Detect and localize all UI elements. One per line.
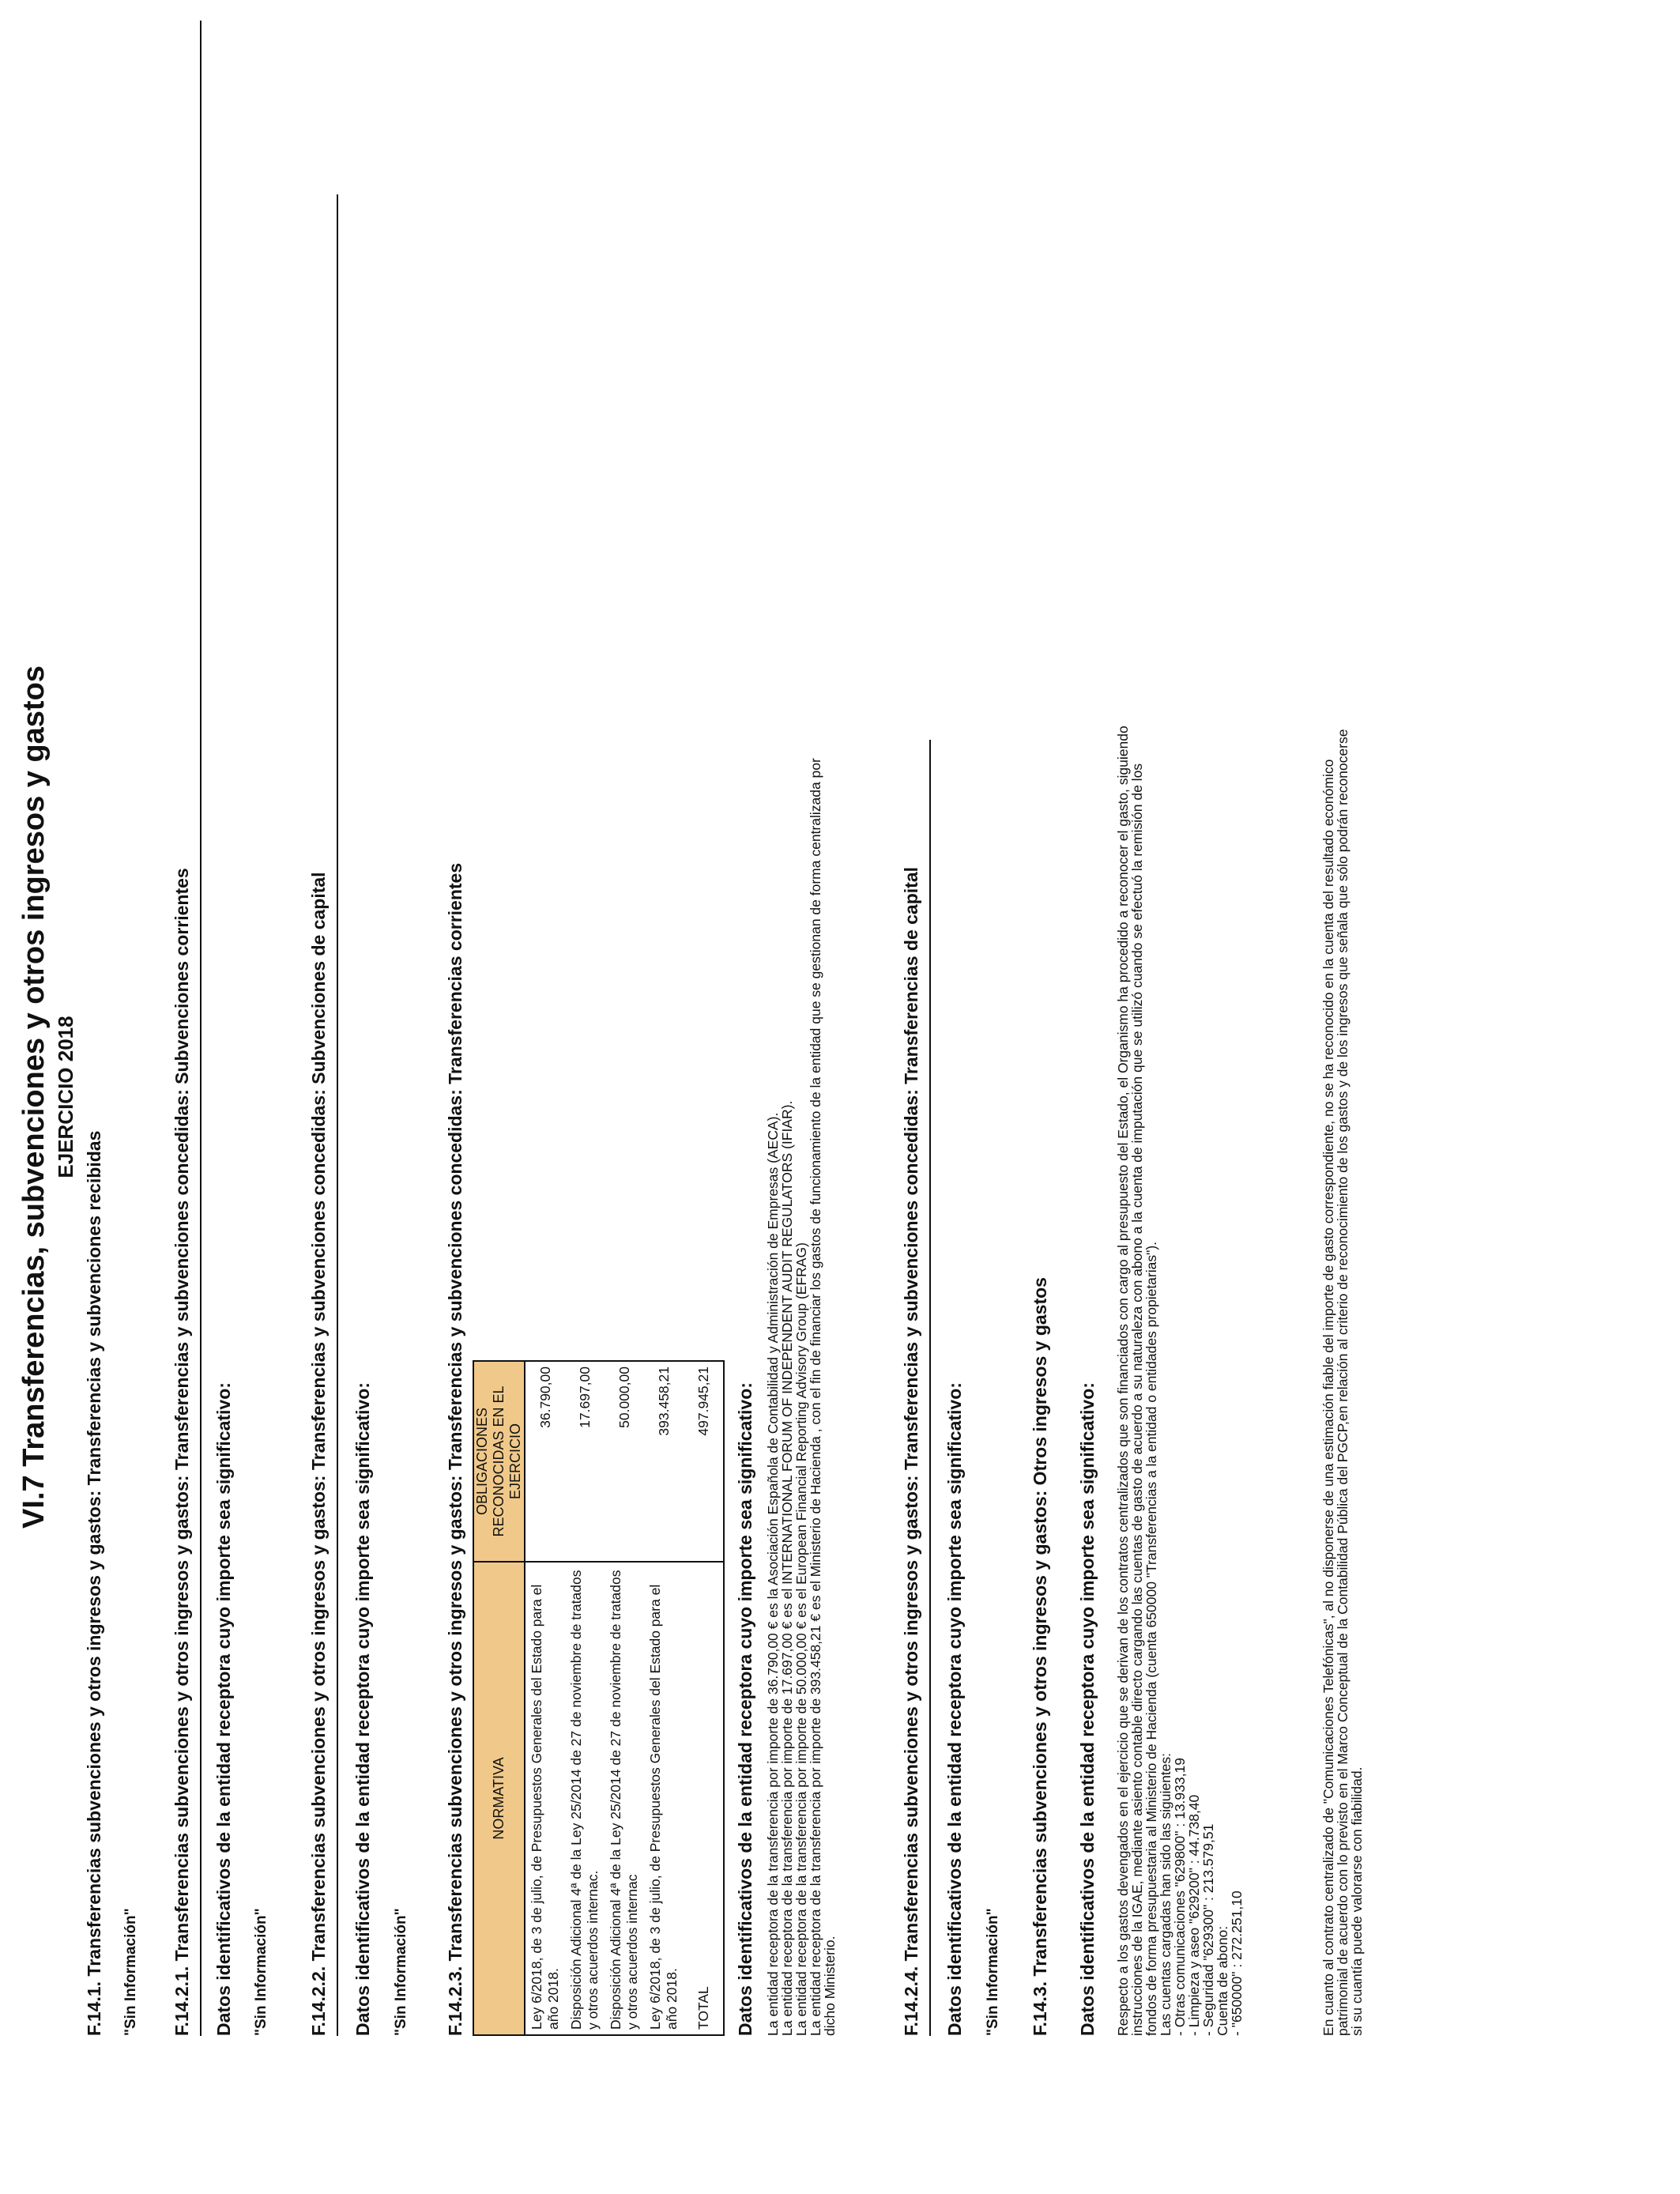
subheading-entidad-receptora: Datos identificativos de la entidad receptora cuyo importe sea significativo: <box>944 1382 965 2036</box>
row-importe: 393.458,21 <box>644 1361 684 1562</box>
row-importe: 36.790,00 <box>525 1361 565 1562</box>
section-heading-f14-2-4: F.14.2.4. Transferencias subvenciones y otros ingresos y gastos: Transferencias y subvenciones concedidas: Transferencias de capital <box>901 866 921 2036</box>
row-importe: 17.697,00 <box>565 1361 605 1562</box>
total-value: 497.945,21 <box>684 1361 724 1562</box>
paragraph-line: fondos de forma presupuestaria al Ministerio de Hacienda (cuenta 650000 "Transferencias a la entidad o entidades propietarias"). <box>1143 1241 1159 2036</box>
table-header-row <box>473 1361 525 2035</box>
subheading-entidad-receptora: Datos identificativos de la entidad receptora cuyo importe sea significativo: <box>213 1382 234 2036</box>
paragraph-line: - Limpieza y aseo "629200" : 44.738,40 <box>1186 1794 1202 2036</box>
paragraph-line: - Otras comunicaciones "629800" : 13.933,19 <box>1172 1758 1188 2036</box>
table-row <box>565 1361 605 2035</box>
section-heading-f14-1: F.14.1. Transferencias subvenciones y otros ingresos y gastos: Transferencias y subvenciones recibidas <box>84 1130 104 2036</box>
table-row <box>525 1361 565 2035</box>
paragraph-line: dicho Ministerio. <box>822 1936 838 2036</box>
paragraph-line: Cuenta de abono: <box>1215 1925 1230 2036</box>
row-importe: 50.000,00 <box>605 1361 644 1562</box>
subheading-entidad-receptora: Datos identificativos de la entidad receptora cuyo importe sea significativo: <box>735 1382 755 2036</box>
table-total-row <box>684 1361 724 2035</box>
paragraph-line: Respecto a los gastos devengados en el ejercicio que se derivan de los contratos centralizados que son financiados con cargo al presupuesto del Estado, el Organismo ha procedido a reconocer el gasto, siguiendo <box>1115 726 1131 2036</box>
paragraph-line: La entidad receptora de la transferencia por importe de 17.697,00 € es el INTERNATIONAL FORUM OF INDEPENDENT AUDIT REGULATORS (IFIAR). <box>779 1100 795 2036</box>
row-normativa: Disposición Adicional 4ª de la Ley 25/2014 de 27 de noviembre de tratados y otros acuerdos internac. <box>565 1562 605 2035</box>
row-normativa: Ley 6/2018, de 3 de julio, de Presupuestos Generales del Estado para el año 2018. <box>525 1562 565 2035</box>
paragraph-line: Las cuentas cargadas han sido las siguientes: <box>1158 1752 1173 2036</box>
section-heading-f14-2-3: F.14.2.3. Transferencias subvenciones y otros ingresos y gastos: Transferencias y subvenciones concedidas: Transferencias corrientes <box>445 862 465 2036</box>
page-title: VI.7 Transferencias, subvenciones y otros ingresos y gastos <box>17 665 51 1529</box>
section-heading-f14-2-2: F.14.2.2. Transferencias subvenciones y otros ingresos y gastos: Transferencias y subvenciones concedidas: Subvenciones de capital <box>308 872 329 2036</box>
sin-informacion-text: "Sin Información" <box>122 1908 139 2036</box>
column-header-obligaciones: OBLIGACIONES RECONOCIDAS EN EL EJERCICIO <box>473 1361 525 1562</box>
paragraph-line: La entidad receptora de la transferencia por importe de 50.000,00 € es el European Financial Reporting Advisory Group (EFRAG) <box>793 1242 809 2036</box>
subheading-entidad-receptora: Datos identificativos de la entidad receptora cuyo importe sea significativo: <box>352 1382 373 2036</box>
closing-paragraph-line: patrimonial de acuerdo con lo previsto en el Marco Conceptual de la Contabilidad Pública del PGCP,en relación al criterio de reconocimiento de los gastos y de los ingresos que señala que sólo podrán reconocerse <box>1335 729 1350 2036</box>
sin-informacion-text: "Sin Información" <box>985 1908 1001 2036</box>
table-row <box>605 1361 644 2035</box>
paragraph-line: La entidad receptora de la transferencia por importe de 393.458,21 € es el Ministerio de Hacienda , con el fin de financiar los gastos de funcionamiento de la entidad que se gestionan de forma centralizada por <box>808 758 823 2036</box>
column-header-normativa: NORMATIVA <box>473 1562 525 2035</box>
section-divider <box>200 21 202 2036</box>
total-label: TOTAL <box>684 1562 724 2035</box>
section-divider <box>929 740 931 2036</box>
sin-informacion-text: "Sin Información" <box>253 1908 269 2036</box>
section-heading-f14-3: F.14.3. Transferencias subvenciones y otros ingresos y gastos: Otros ingresos y gastos <box>1030 1277 1050 2036</box>
subheading-entidad-receptora: Datos identificativos de la entidad receptora cuyo importe sea significativo: <box>1077 1382 1098 2036</box>
closing-paragraph-line: si su cuantía puede valorarse con fiabilidad. <box>1349 1766 1365 2036</box>
row-normativa: Disposición Adicional 4ª de la Ley 25/2014 de 27 de noviembre de tratados y otros acuerdos internac <box>605 1562 644 2035</box>
table-row <box>644 1361 684 2035</box>
row-normativa: Ley 6/2018, de 3 de julio, de Presupuestos Generales del Estado para el año 2018. <box>644 1562 684 2035</box>
page-subtitle: EJERCICIO 2018 <box>54 1016 77 1178</box>
sin-informacion-text: "Sin Información" <box>393 1908 409 2036</box>
section-divider <box>337 194 338 2036</box>
paragraph-line: - Seguridad "629300" : 213.579,51 <box>1200 1823 1216 2036</box>
paragraph-line: - "650000" : 272.251,10 <box>1229 1891 1245 2036</box>
section-heading-f14-2-1: F.14.2.1. Transferencias subvenciones y otros ingresos y gastos: Transferencias y subvenciones concedidas: Subvenciones corrientes <box>171 868 192 2036</box>
paragraph-line: La entidad receptora de la transferencia por importe de 36.790,00 € es la Asociación Española de Contabilidad y Administración de Empresas (AECA). <box>765 1112 781 2036</box>
normativa-table <box>473 1360 725 2036</box>
paragraph-line: instrucciones de la IGAE, mediante asiento contable directo cargando las cuentas de gasto de acuerdo a su naturaleza con abono a la cuenta de imputación que se utilizó cuando se efectuó la remisión de los <box>1129 763 1145 2036</box>
closing-paragraph-line: En cuanto al contrato centralizado de "Comunicaciones Telefónicas", al no disponerse de una estimación fiable del importe de gasto correspondiente, no se ha reconocido en la cuenta del resultado económico <box>1320 759 1336 2036</box>
